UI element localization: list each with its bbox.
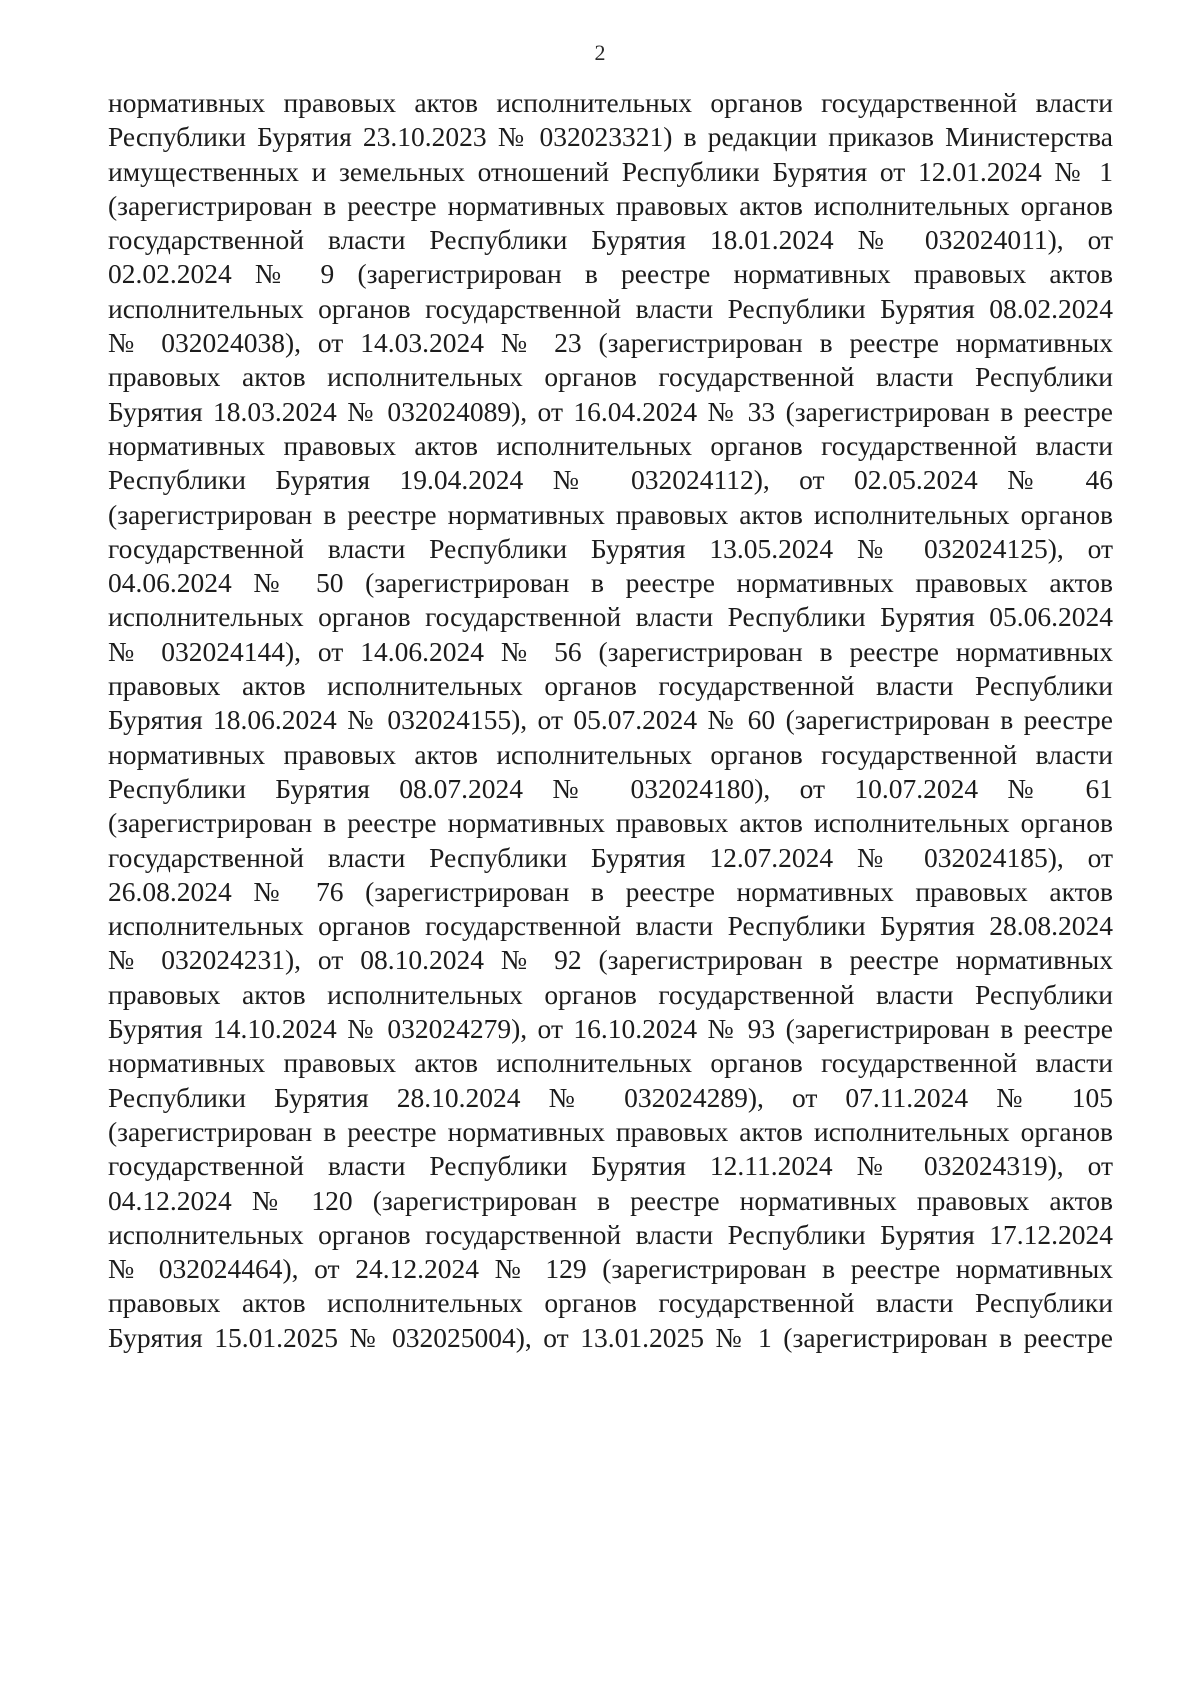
text-line: правовых актов исполнительных органов государственной власти Республики [108, 1287, 1113, 1319]
text-line: исполнительных органов государственной власти Республики Бурятия 28.08.2024 [108, 910, 1113, 942]
text-line: Бурятия 18.06.2024 № 032024155), от 05.07.2024 № 60 (зарегистрирован в реестре [108, 704, 1113, 736]
text-line: исполнительных органов государственной власти Республики Бурятия 05.06.2024 [108, 601, 1113, 633]
text-line: государственной власти Республики Бурятия 13.05.2024 № 032024125), от [108, 532, 1113, 564]
text-line: государственной власти Республики Бурятия 12.11.2024 № 032024319), от [108, 1150, 1113, 1182]
text-line: № 032024038), от 14.03.2024 № 23 (зарегистрирован в реестре нормативных [108, 327, 1113, 359]
text-line: нормативных правовых актов исполнительных органов государственной власти [108, 429, 1113, 461]
text-line: (зарегистрирован в реестре нормативных правовых актов исполнительных органов [108, 1115, 1113, 1147]
text-line: Бурятия 14.10.2024 № 032024279), от 16.10.2024 № 93 (зарегистрирован в реестре [108, 1013, 1113, 1045]
text-line: Бурятия 18.03.2024 № 032024089), от 16.04.2024 № 33 (зарегистрирован в реестре [108, 395, 1113, 427]
text-line: нормативных правовых актов исполнительных органов государственной власти [108, 1047, 1113, 1079]
text-line: правовых актов исполнительных органов государственной власти Республики [108, 361, 1113, 393]
body-text [108, 86, 1113, 1355]
text-line: Республики Бурятия 23.10.2023 № 032023321) в редакции приказов Министерства [108, 121, 1113, 153]
text-line: № 032024231), от 08.10.2024 № 92 (зарегистрирован в реестре нормативных [108, 944, 1113, 976]
text-line: (зарегистрирован в реестре нормативных правовых актов исполнительных органов [108, 807, 1113, 839]
text-line: 02.02.2024 № 9 (зарегистрирован в реестре нормативных правовых актов [108, 258, 1113, 290]
text-line: Бурятия 15.01.2025 № 032025004), от 13.01.2025 № 1 (зарегистрирован в реестре [108, 1321, 1113, 1353]
text-line: 26.08.2024 № 76 (зарегистрирован в реестре нормативных правовых актов [108, 875, 1113, 907]
text-line: имущественных и земельных отношений Республики Бурятия от 12.01.2024 № 1 [108, 155, 1113, 187]
text-line: 04.12.2024 № 120 (зарегистрирован в реестре нормативных правовых актов [108, 1184, 1113, 1216]
text-line: правовых актов исполнительных органов государственной власти Республики [108, 670, 1113, 702]
text-line: исполнительных органов государственной власти Республики Бурятия 17.12.2024 [108, 1218, 1113, 1250]
text-line: исполнительных органов государственной власти Республики Бурятия 08.02.2024 [108, 292, 1113, 324]
text-line: правовых актов исполнительных органов государственной власти Республики [108, 978, 1113, 1010]
text-line: государственной власти Республики Бурятия 12.07.2024 № 032024185), от [108, 841, 1113, 873]
text-line: 04.06.2024 № 50 (зарегистрирован в реестре нормативных правовых актов [108, 567, 1113, 599]
page-number: 2 [594, 40, 606, 65]
text-line: Республики Бурятия 19.04.2024 № 032024112), от 02.05.2024 № 46 [108, 464, 1113, 496]
text-line: государственной власти Республики Бурятия 18.01.2024 № 032024011), от [108, 224, 1113, 256]
text-line: Республики Бурятия 28.10.2024 № 032024289), от 07.11.2024 № 105 [108, 1081, 1113, 1113]
text-line: № 032024464), от 24.12.2024 № 129 (зарегистрирован в реестре нормативных [108, 1253, 1113, 1285]
text-line: Республики Бурятия 08.07.2024 № 032024180), от 10.07.2024 № 61 [108, 772, 1113, 804]
text-line: № 032024144), от 14.06.2024 № 56 (зарегистрирован в реестре нормативных [108, 635, 1113, 667]
text-line: нормативных правовых актов исполнительных органов государственной власти [108, 87, 1113, 118]
text-line: (зарегистрирован в реестре нормативных правовых актов исполнительных органов [108, 189, 1113, 221]
text-line: нормативных правовых актов исполнительных органов государственной власти [108, 738, 1113, 770]
text-line: (зарегистрирован в реестре нормативных правовых актов исполнительных органов [108, 498, 1113, 530]
